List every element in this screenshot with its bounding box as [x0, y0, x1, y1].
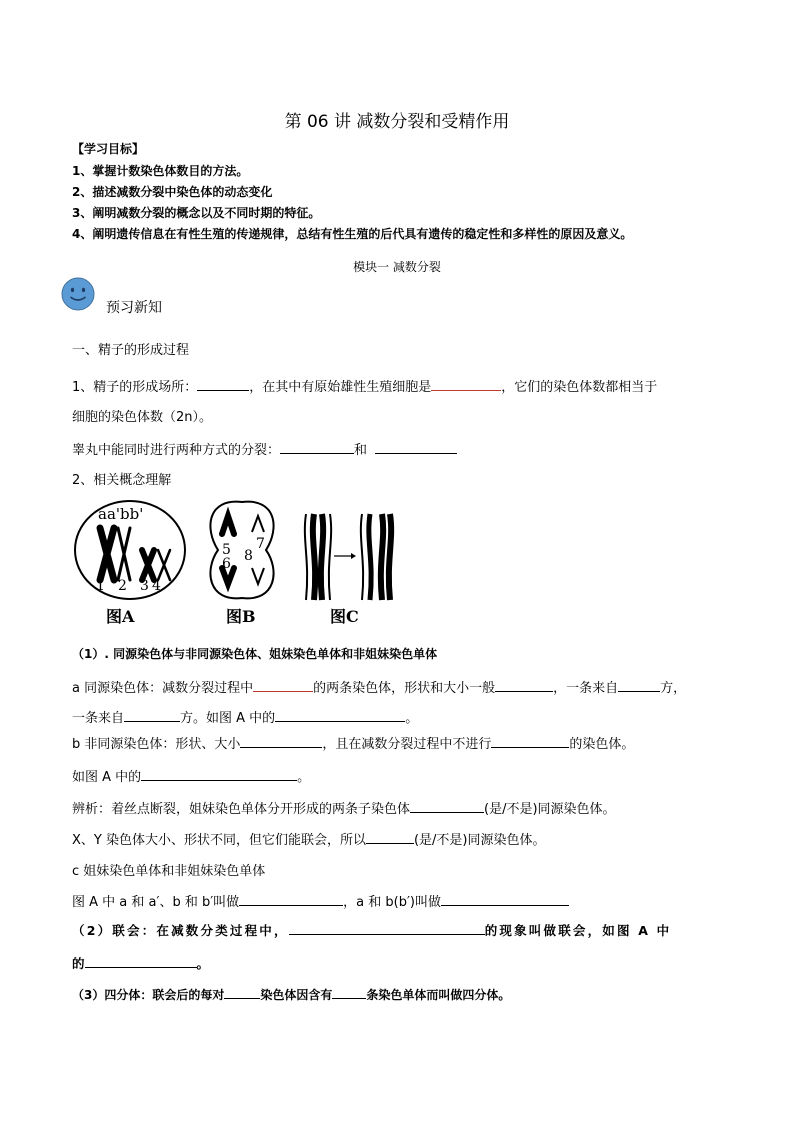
text: 的两条染色体，形状和大小一般	[313, 681, 496, 696]
figure-caption: 图B	[226, 607, 256, 626]
tetrad-line	[72, 986, 510, 1003]
answer-blank[interactable]	[239, 893, 343, 906]
figure-number: 7	[256, 536, 265, 552]
analysis-line	[72, 798, 616, 817]
text: 如图 A 中的	[72, 770, 142, 785]
question-1-cont: 细胞的染色体数（2n）。	[72, 410, 213, 425]
text: ，它们的染色体数都相当于	[501, 380, 658, 395]
answer-blank[interactable]	[441, 893, 569, 906]
text: 条染色单体而叫做四分体。	[366, 988, 511, 1002]
a-line-2	[72, 707, 418, 726]
synapsis-line-2	[72, 954, 209, 972]
answer-blank[interactable]	[332, 986, 366, 999]
text: 染色体因含有	[260, 988, 333, 1002]
text: 的染色体。	[569, 737, 635, 752]
figure-number: 1	[96, 578, 105, 594]
figure-a-label: aa'bb'	[98, 505, 144, 523]
figure-c	[296, 510, 408, 630]
text: 图 A 中 a 和 a′、b 和 b′叫做	[72, 895, 240, 910]
answer-blank[interactable]	[431, 378, 501, 391]
text: 睾丸中能同时进行两种方式的分裂：	[72, 443, 281, 458]
figure-number: 8	[244, 548, 253, 564]
figure-b	[200, 498, 284, 630]
text: ，一条来自	[553, 681, 619, 696]
figure-number: 6	[222, 556, 231, 572]
text: 。	[405, 711, 419, 726]
objective-item: 4、阐明遗传信息在有性生殖的传递规律，总结有性生殖的后代具有遗传的稳定性和多样性的原因及意义。	[72, 227, 633, 241]
text: 辨析：着丝点断裂，姐妹染色单体分开形成的两条子染色体	[72, 802, 411, 817]
answer-blank[interactable]	[366, 831, 414, 844]
figure-number: 2	[118, 578, 127, 594]
preview-label: 预习新知	[106, 300, 162, 316]
smiley-icon	[60, 276, 96, 312]
question-1b	[72, 439, 457, 458]
section-heading: 2、相关概念理解	[72, 473, 172, 488]
answer-blank[interactable]	[240, 735, 322, 748]
answer-blank[interactable]	[375, 441, 457, 454]
text: （2）联会：在减数分类过程中，	[72, 923, 289, 938]
objective-item: 3、阐明减数分裂的概念以及不同时期的特征。	[72, 206, 321, 220]
text: 方。如图 A 中的	[180, 711, 276, 726]
xy-line	[72, 829, 546, 848]
figure-a	[72, 498, 192, 630]
module-title: 模块一 减数分裂	[353, 260, 441, 274]
text: X、Y 染色体大小、形状不同，但它们能联会，所以	[72, 833, 366, 848]
b-line	[72, 733, 634, 752]
c-line: c 姐妹染色单体和非姐妹染色单体	[72, 864, 266, 879]
text: 的现象叫做联会，如图 A 中	[484, 923, 672, 938]
answer-blank[interactable]	[253, 679, 313, 692]
objective-item: 2、描述减数分裂中染色体的动态变化	[72, 185, 273, 199]
b-line-2	[72, 766, 310, 785]
text: (是/不是)同源染色体。	[484, 802, 616, 817]
subsection-heading: （1）. 同源染色体与非同源染色体、姐妹染色单体和非姐妹染色单体	[72, 647, 438, 661]
page-title: 第 06 讲 减数分裂和受精作用	[284, 112, 510, 132]
figure-number: 5	[222, 542, 231, 558]
answer-blank[interactable]	[85, 955, 197, 968]
text: ，a 和 b(b′)叫做	[343, 895, 442, 910]
figure-caption: 图C	[330, 607, 359, 626]
answer-blank[interactable]	[224, 986, 260, 999]
text: ，且在减数分裂过程中不进行	[322, 737, 492, 752]
answer-blank[interactable]	[197, 378, 249, 391]
question-1	[72, 376, 657, 395]
answer-blank[interactable]	[495, 679, 553, 692]
text: ，在其中有原始雄性生殖细胞是	[249, 380, 432, 395]
text: （3）四分体：联会后的每对	[72, 988, 225, 1002]
text: 。	[297, 770, 311, 785]
answer-blank[interactable]	[289, 922, 485, 935]
a-line	[72, 677, 686, 696]
figure-caption: 图A	[106, 607, 135, 626]
text: (是/不是)同源染色体。	[413, 833, 546, 848]
text: b 非同源染色体：形状、大小	[72, 737, 241, 752]
answer-blank[interactable]	[410, 800, 484, 813]
figure-number: 3	[140, 578, 149, 594]
section-heading: 一、精子的形成过程	[72, 343, 190, 358]
answer-blank[interactable]	[275, 709, 405, 722]
text: 和	[354, 443, 368, 458]
text: 一条来自	[72, 711, 125, 726]
text: 。	[196, 956, 210, 971]
objectives-heading: 【学习目标】	[72, 142, 145, 156]
figure-number: 4	[152, 578, 161, 594]
figure-line	[72, 891, 569, 910]
answer-blank[interactable]	[141, 768, 297, 781]
answer-blank[interactable]	[280, 441, 354, 454]
answer-blank[interactable]	[124, 709, 180, 722]
answer-blank[interactable]	[618, 679, 660, 692]
text: 的	[72, 956, 85, 971]
text: a 同源染色体：减数分裂过程中	[72, 681, 254, 696]
text: 1、精子的形成场所：	[72, 380, 198, 395]
text: 方，	[660, 681, 687, 696]
objective-item: 1、掌握计数染色体数目的方法。	[72, 164, 249, 178]
synapsis-line	[72, 921, 671, 939]
answer-blank[interactable]	[491, 735, 569, 748]
